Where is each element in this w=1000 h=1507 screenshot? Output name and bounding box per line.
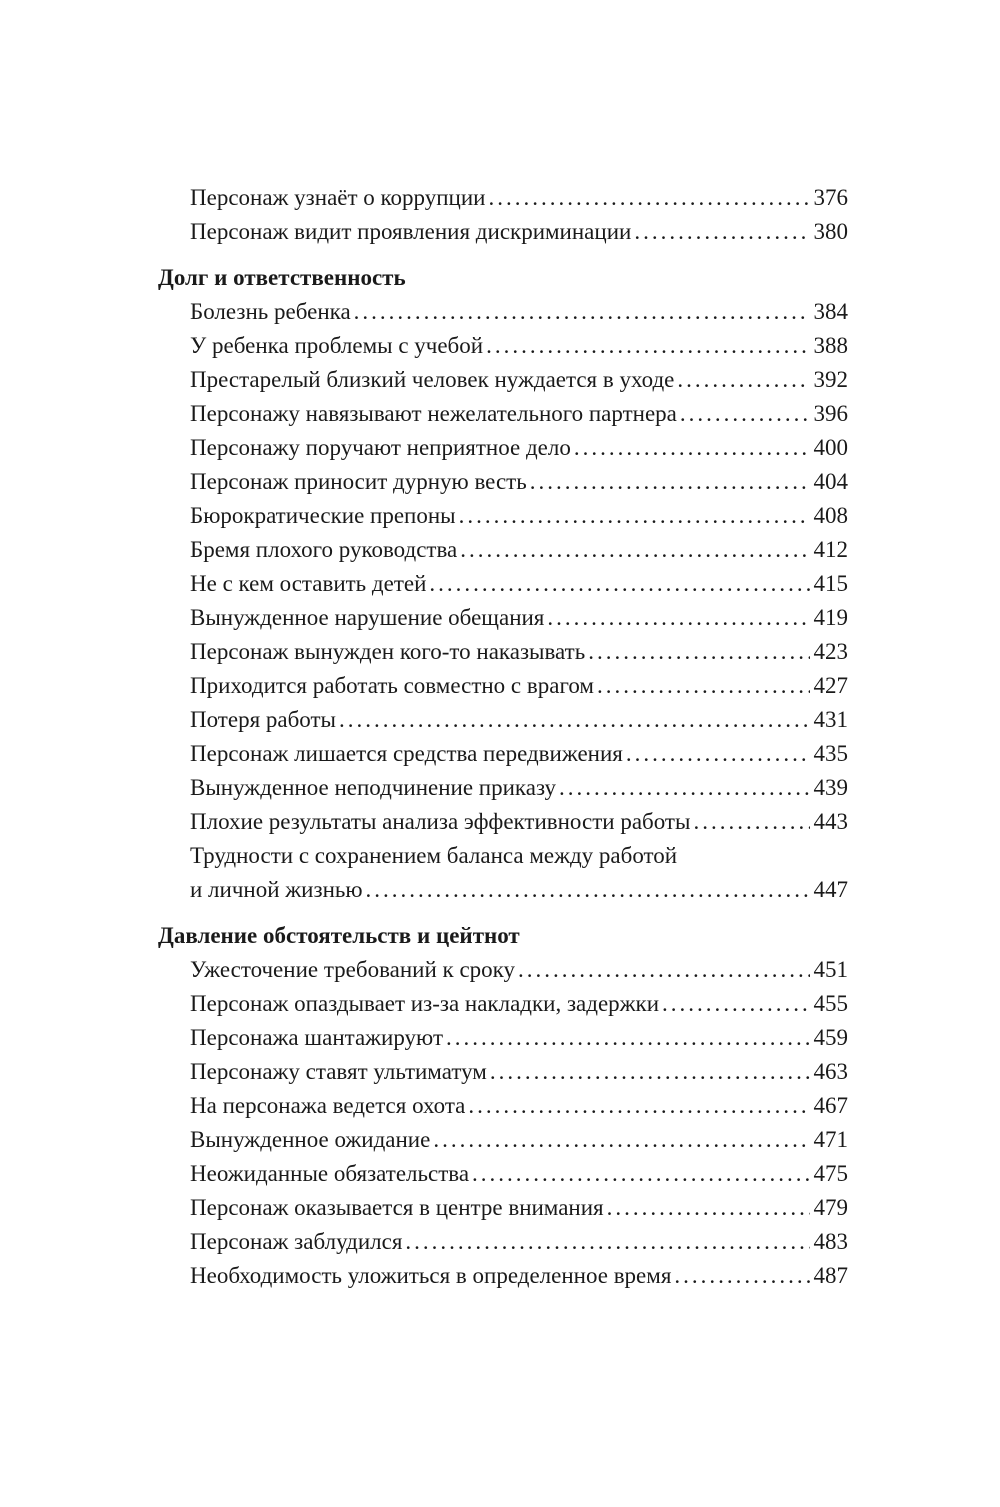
dot-leader — [489, 181, 810, 215]
entry-title: Персонажа шантажируют — [190, 1025, 443, 1050]
entry-title: Вынужденное нарушение обещания — [190, 605, 545, 630]
entry-title: Приходится работать совместно с врагом — [190, 673, 594, 698]
dot-leader — [446, 1021, 810, 1055]
dot-leader — [472, 1157, 809, 1191]
toc-entry[interactable] — [158, 1089, 848, 1123]
page-number: 463 — [813, 1059, 848, 1084]
page-number: 455 — [813, 991, 848, 1016]
entry-title: Персонажу поручают неприятное дело — [190, 435, 571, 460]
page-number: 435 — [813, 741, 848, 766]
dot-leader — [530, 465, 810, 499]
dot-leader — [366, 873, 810, 907]
page-number: 423 — [813, 639, 848, 664]
entry-title: Персонаж оказывается в центре внимания — [190, 1195, 604, 1220]
toc-entry[interactable] — [158, 601, 848, 635]
dot-leader — [693, 805, 809, 839]
toc-entry[interactable] — [158, 987, 848, 1021]
entry-title: Бюрократические препоны — [190, 503, 456, 528]
section-heading: Долг и ответственность — [158, 265, 406, 290]
toc-entry[interactable] — [158, 737, 848, 771]
page-number: 483 — [813, 1229, 848, 1254]
toc-entry[interactable] — [158, 1157, 848, 1191]
page-number: 388 — [813, 333, 848, 358]
toc-entry[interactable] — [158, 771, 848, 805]
dot-leader — [662, 987, 809, 1021]
toc-entry[interactable] — [158, 397, 848, 431]
entry-title: Персонажу ставят ультиматум — [190, 1059, 487, 1084]
toc-entry[interactable] — [158, 703, 848, 737]
page-number: 467 — [813, 1093, 848, 1118]
entry-title: Персонаж опаздывает из-за накладки, задержки — [190, 991, 660, 1016]
toc-entry[interactable] — [158, 635, 848, 669]
page-number: 380 — [813, 219, 848, 244]
entry-title: Неожиданные обязательства — [190, 1161, 470, 1186]
toc-entry[interactable] — [158, 295, 848, 329]
dot-leader — [468, 1089, 809, 1123]
dot-leader — [626, 737, 810, 771]
entry-title: Персонаж заблудился — [190, 1229, 403, 1254]
toc-entry[interactable] — [158, 329, 848, 363]
toc-entry[interactable] — [158, 181, 848, 215]
entry-title: Вынужденное неподчинение приказу — [190, 775, 557, 800]
entry-title: Необходимость уложиться в определенное время — [190, 1263, 672, 1288]
entry-title: Болезнь ребенка — [190, 299, 351, 324]
entry-title: и личной жизнью — [190, 877, 363, 902]
entry-title: На персонажа ведется охота — [190, 1093, 466, 1118]
dot-leader — [680, 397, 810, 431]
dot-leader — [433, 1123, 809, 1157]
dot-leader — [597, 669, 810, 703]
dot-leader — [518, 953, 809, 987]
toc-entry[interactable] — [158, 1259, 848, 1293]
dot-leader — [490, 1055, 810, 1089]
toc-entry-multiline[interactable] — [158, 839, 848, 907]
entry-title: Персонаж видит проявления дискриминации — [190, 219, 632, 244]
dot-leader — [354, 295, 810, 329]
entry-title-line1: Трудности с сохранением баланса между работой — [190, 843, 678, 868]
dot-leader — [634, 215, 809, 249]
entry-title: Персонаж приносит дурную весть — [190, 469, 527, 494]
page-number: 404 — [813, 469, 848, 494]
toc-entry[interactable] — [158, 1225, 848, 1259]
entry-title: Персонаж вынужден кого-то наказывать — [190, 639, 586, 664]
dot-leader — [574, 431, 810, 465]
entry-title: Персонажу навязывают нежелательного партнера — [190, 401, 677, 426]
toc-entry[interactable] — [158, 533, 848, 567]
page-number: 459 — [813, 1025, 848, 1050]
dot-leader — [559, 771, 809, 805]
toc-entry[interactable] — [158, 215, 848, 249]
toc-entry[interactable] — [158, 953, 848, 987]
toc-entry[interactable] — [158, 805, 848, 839]
page-number: 431 — [813, 707, 848, 732]
page-number: 392 — [813, 367, 848, 392]
page-number: 419 — [813, 605, 848, 630]
toc-entry[interactable] — [158, 567, 848, 601]
page-number: 487 — [813, 1263, 848, 1288]
dot-leader — [588, 635, 809, 669]
entry-title: Вынужденное ожидание — [190, 1127, 431, 1152]
page-number: 427 — [813, 673, 848, 698]
page-number: 439 — [813, 775, 848, 800]
table-of-contents — [158, 181, 848, 1293]
page-number: 384 — [813, 299, 848, 324]
dot-leader — [674, 1259, 809, 1293]
toc-entry[interactable] — [158, 499, 848, 533]
page-number: 376 — [813, 185, 848, 210]
entry-title: Не с кем оставить детей — [190, 571, 427, 596]
toc-entry[interactable] — [158, 669, 848, 703]
page-number: 400 — [813, 435, 848, 460]
entry-title: Ужесточение требований к сроку — [190, 957, 516, 982]
toc-entry[interactable] — [158, 465, 848, 499]
page-number: 443 — [813, 809, 848, 834]
dot-leader — [607, 1191, 810, 1225]
entry-title: Престарелый близкий человек нуждается в уходе — [190, 367, 675, 392]
dot-leader — [460, 533, 809, 567]
dot-leader — [459, 499, 810, 533]
page-number: 451 — [813, 957, 848, 982]
toc-entry[interactable] — [158, 1021, 848, 1055]
section-heading: Давление обстоятельств и цейтнот — [158, 923, 520, 948]
dot-leader — [677, 363, 809, 397]
page-number: 396 — [813, 401, 848, 426]
entry-title: Персонаж лишается средства передвижения — [190, 741, 623, 766]
page-number: 415 — [813, 571, 848, 596]
page-number: 475 — [813, 1161, 848, 1186]
dot-leader — [486, 329, 809, 363]
page-number: 479 — [813, 1195, 848, 1220]
entry-title: Потеря работы — [190, 707, 337, 732]
toc-entry[interactable] — [158, 1055, 848, 1089]
page-number: 408 — [813, 503, 848, 528]
toc-entry[interactable] — [158, 363, 848, 397]
dot-leader — [405, 1225, 809, 1259]
toc-entry[interactable] — [158, 431, 848, 465]
dot-leader — [547, 601, 809, 635]
dot-leader — [339, 703, 809, 737]
page-number: 447 — [813, 877, 848, 902]
dot-leader — [429, 567, 809, 601]
page-number: 412 — [813, 537, 848, 562]
toc-entry[interactable] — [158, 1123, 848, 1157]
toc-entry[interactable] — [158, 1191, 848, 1225]
entry-title: У ребенка проблемы с учебой — [190, 333, 484, 358]
entry-title: Бремя плохого руководства — [190, 537, 458, 562]
page-number: 471 — [813, 1127, 848, 1152]
entry-title: Плохие результаты анализа эффективности работы — [190, 809, 691, 834]
entry-title: Персонаж узнаёт о коррупции — [190, 185, 486, 210]
